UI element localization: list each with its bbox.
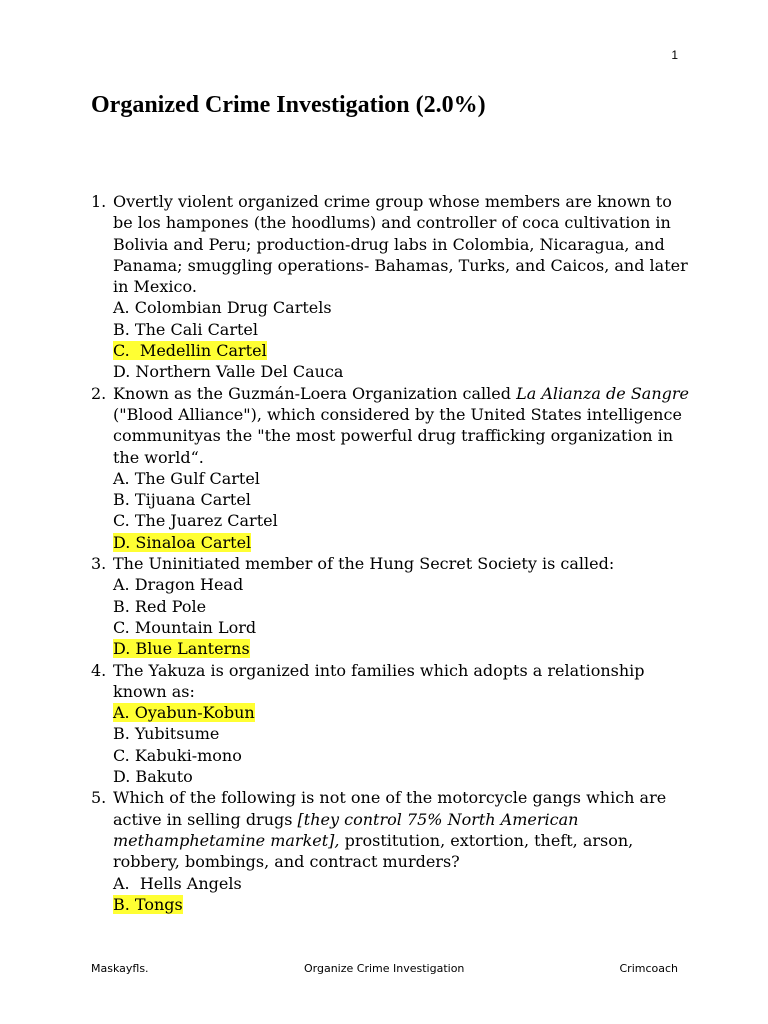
answer-choice-correct bbox=[113, 532, 691, 553]
question-text-italic: [they control 75% North American methamphetamine market], bbox=[113, 809, 579, 850]
answer-choices bbox=[113, 702, 691, 787]
answer-choice bbox=[113, 574, 691, 595]
answer-choice-label: B. The Cali Cartel bbox=[113, 319, 259, 339]
question-text-segment: prostitution, extortion, theft, arson, robbery, bombings, and contract murders? bbox=[113, 830, 634, 872]
answer-choice bbox=[113, 489, 691, 510]
answer-choice bbox=[113, 297, 691, 318]
question-number: 3. bbox=[91, 554, 107, 574]
answer-choice-label: A. Hells Angels bbox=[113, 873, 242, 893]
answer-choice-label: B. Red Pole bbox=[113, 596, 207, 616]
answer-choice bbox=[113, 468, 691, 489]
question-number: 1. bbox=[91, 192, 107, 211]
answer-choice-label: D. Blue Lanterns bbox=[113, 639, 250, 659]
answer-choice bbox=[113, 723, 691, 744]
answer-choice bbox=[113, 873, 691, 894]
answer-choices bbox=[113, 468, 691, 553]
answer-choices bbox=[113, 574, 691, 659]
page-footer bbox=[91, 962, 678, 978]
answer-choice bbox=[113, 596, 691, 617]
answer-choice-correct bbox=[113, 894, 691, 915]
question-text-segment: Overtly violent organized crime group whose members are known to be los hampones (the hoodlums) and controller of coca cultivation in Bolivia and Peru; production-drug labs in Colombia, Nicaragua, and Panama; smuggling operations- Bahamas, Turks, and Caicos, and later in Mexico. bbox=[113, 192, 688, 297]
footer-subject: Organize Crime Investigation bbox=[304, 962, 465, 975]
question-text bbox=[113, 383, 691, 468]
question-number: 4. bbox=[91, 660, 107, 680]
question-item bbox=[91, 191, 691, 383]
answer-choice-label: A. Dragon Head bbox=[113, 575, 244, 595]
question-item bbox=[91, 787, 691, 915]
answer-choice-label: B. Yubitsume bbox=[113, 724, 220, 744]
answer-choice-label: C. Medellin Cartel bbox=[113, 341, 267, 361]
answer-choice-label: C. The Juarez Cartel bbox=[113, 511, 278, 531]
question-number: 5. bbox=[91, 788, 107, 808]
answer-choice-label: C. Mountain Lord bbox=[113, 617, 257, 637]
answer-choice-label: B. Tongs bbox=[113, 894, 183, 914]
question-item bbox=[91, 553, 691, 659]
question-text-italic: La Alianza de Sangre bbox=[516, 383, 689, 403]
answer-choice-label: A. The Gulf Cartel bbox=[113, 468, 260, 488]
answer-choice bbox=[113, 361, 691, 382]
question-text-segment: Which of the following is not one of the motorcycle gangs which are active in selling drugs bbox=[113, 788, 667, 829]
answer-choice-label: A. Oyabun-Kobun bbox=[113, 703, 255, 723]
answer-choice-label: C. Kabuki-mono bbox=[113, 745, 242, 765]
question-text-segment: The Uninitiated member of the Hung Secret Society is called: bbox=[113, 554, 615, 574]
question-text bbox=[113, 787, 691, 872]
question-text-segment: ("Blood Alliance"), which considered by the United States intelligence communityas the "the most powerful drug trafficking organization in the world“. bbox=[113, 404, 682, 467]
answer-choice-correct bbox=[113, 340, 691, 361]
answer-choice-label: A. Colombian Drug Cartels bbox=[113, 298, 332, 318]
question-text-segment: Known as the Guzmán-Loera Organization called bbox=[113, 383, 517, 403]
answer-choice bbox=[113, 745, 691, 766]
question-item bbox=[91, 383, 691, 553]
answer-choice-label: B. Tijuana Cartel bbox=[113, 490, 251, 510]
answer-choice bbox=[113, 766, 691, 787]
answer-choice-correct bbox=[113, 638, 691, 659]
answer-choice bbox=[113, 617, 691, 638]
question-number: 2. bbox=[91, 383, 107, 403]
answer-choice bbox=[113, 319, 691, 340]
question-text bbox=[113, 191, 691, 297]
question-text-segment: The Yakuza is organized into families which adopts a relationship known as: bbox=[113, 660, 645, 701]
question-list bbox=[91, 191, 691, 915]
page-number: 1 bbox=[671, 48, 678, 62]
footer-author: Maskayfls. bbox=[91, 962, 149, 975]
question-text bbox=[113, 553, 691, 574]
answer-choices bbox=[113, 297, 691, 382]
answer-choice bbox=[113, 510, 691, 531]
answer-choice-label: D. Bakuto bbox=[113, 767, 193, 787]
footer-publisher: Crimcoach bbox=[619, 962, 678, 975]
answer-choices bbox=[113, 873, 691, 916]
answer-choice-correct bbox=[113, 702, 691, 723]
answer-choice-label: D. Sinaloa Cartel bbox=[113, 532, 252, 552]
answer-choice-label: D. Northern Valle Del Cauca bbox=[113, 362, 344, 382]
question-item bbox=[91, 660, 691, 788]
document-title: Organized Crime Investigation (2.0%) bbox=[91, 92, 486, 118]
question-text bbox=[113, 660, 691, 703]
